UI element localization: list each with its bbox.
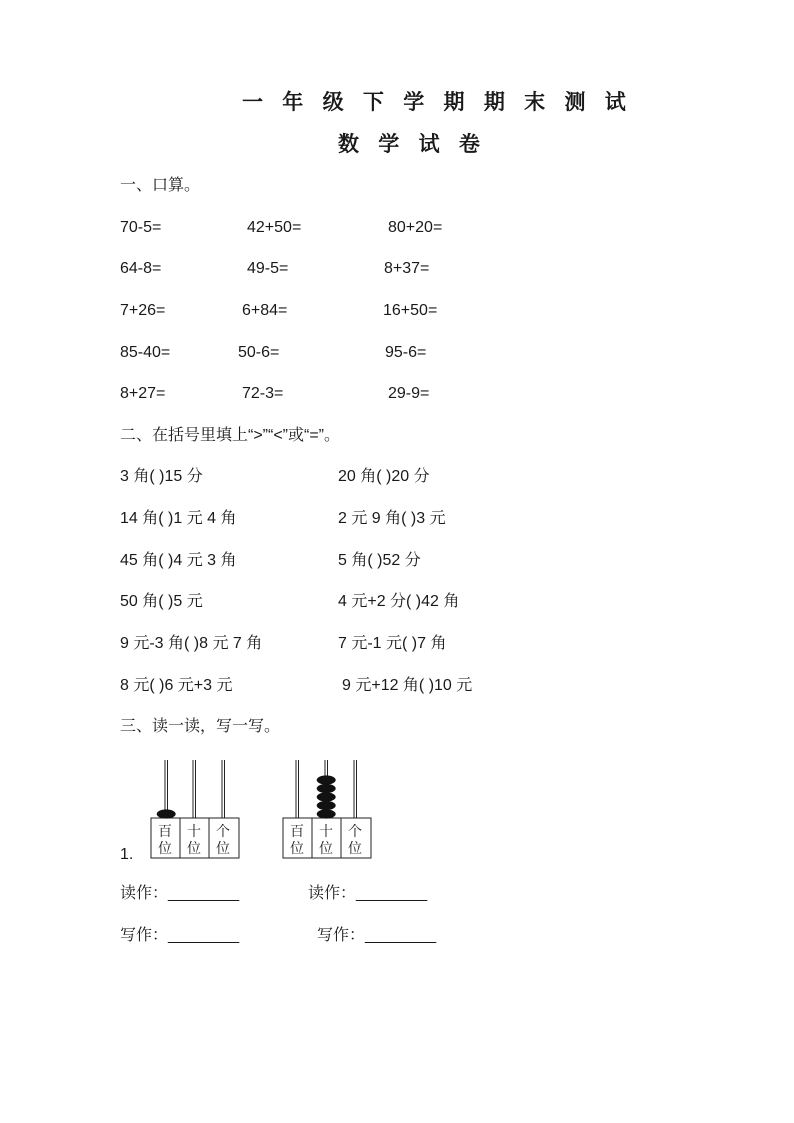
rod-label-hundreds-2: 位 [290,841,304,857]
section3-heading: 三、读一读，写一写。 [120,718,281,735]
calc-item: 29-9= [388,385,430,402]
calc-item: 80+20= [388,219,443,236]
item-number: 1. [120,846,134,863]
section1-heading: 一、口算。 [120,177,201,194]
abacus-bead [157,809,176,818]
calc-item: 42+50= [247,219,302,236]
rod-label-hundreds-1: 百 [290,824,304,840]
compare-item: 5 角( )52 分 [338,552,421,569]
compare-item: 8 元( )6 元+3 元 [120,677,233,694]
calc-item: 64-8= [120,260,162,277]
page-title: 一 年 级 下 学 期 期 末 测 试 [242,90,632,114]
write-label-2: 写作：________ [317,927,437,944]
compare-item: 4 元+2 分( )42 角 [338,593,460,610]
rod-label-tens-2: 位 [187,841,201,857]
write-label-1: 写作：________ [120,927,240,944]
rod-label-tens-1: 十 [187,824,201,840]
calc-item: 50-6= [238,344,280,361]
compare-item: 50 角( )5 元 [120,593,203,610]
calc-item: 72-3= [242,385,284,402]
compare-item: 3 角( )15 分 [120,468,203,485]
compare-item: 9 元-3 角( )8 元 7 角 [120,635,263,652]
compare-item: 14 角( )1 元 4 角 [120,510,237,527]
calc-item: 49-5= [247,260,289,277]
calc-item: 7+26= [120,302,166,319]
calc-item: 8+37= [384,260,430,277]
bead-group [317,775,336,818]
rod-label-hundreds-1: 百 [158,824,172,840]
abacus-bead [317,809,336,818]
page-subtitle: 数 学 试 卷 [338,132,486,156]
rod-label-tens-2: 位 [319,841,333,857]
rod-label-tens-1: 十 [319,824,333,840]
compare-item: 2 元 9 角( )3 元 [338,510,446,527]
bead-group [157,809,176,818]
abacus-bead [317,792,336,801]
abacus-2 [280,756,374,862]
rod-label-ones-1: 个 [348,824,362,840]
abacus-bead [317,775,336,784]
compare-item: 7 元-1 元( )7 角 [338,635,447,652]
rod-label-hundreds-2: 位 [158,841,172,857]
calc-item: 8+27= [120,385,166,402]
abacus-bead [317,801,336,810]
abacus-1 [148,756,242,862]
compare-item: 20 角( )20 分 [338,468,430,485]
abacus-bead [317,784,336,793]
read-label-2: 读作：________ [308,885,428,902]
calc-item: 95-6= [385,344,427,361]
section2-heading: 二、在括号里填上“>”“<”或“=”。 [120,427,341,444]
calc-item: 16+50= [383,302,438,319]
compare-item: 9 元+12 角( )10 元 [342,677,473,694]
calc-item: 6+84= [242,302,288,319]
rod-label-ones-2: 位 [216,841,230,857]
read-label-1: 读作：________ [120,885,240,902]
calc-item: 70-5= [120,219,162,236]
compare-item: 45 角( )4 元 3 角 [120,552,237,569]
rod-label-ones-1: 个 [216,824,230,840]
calc-item: 85-40= [120,344,171,361]
rod-label-ones-2: 位 [348,841,362,857]
